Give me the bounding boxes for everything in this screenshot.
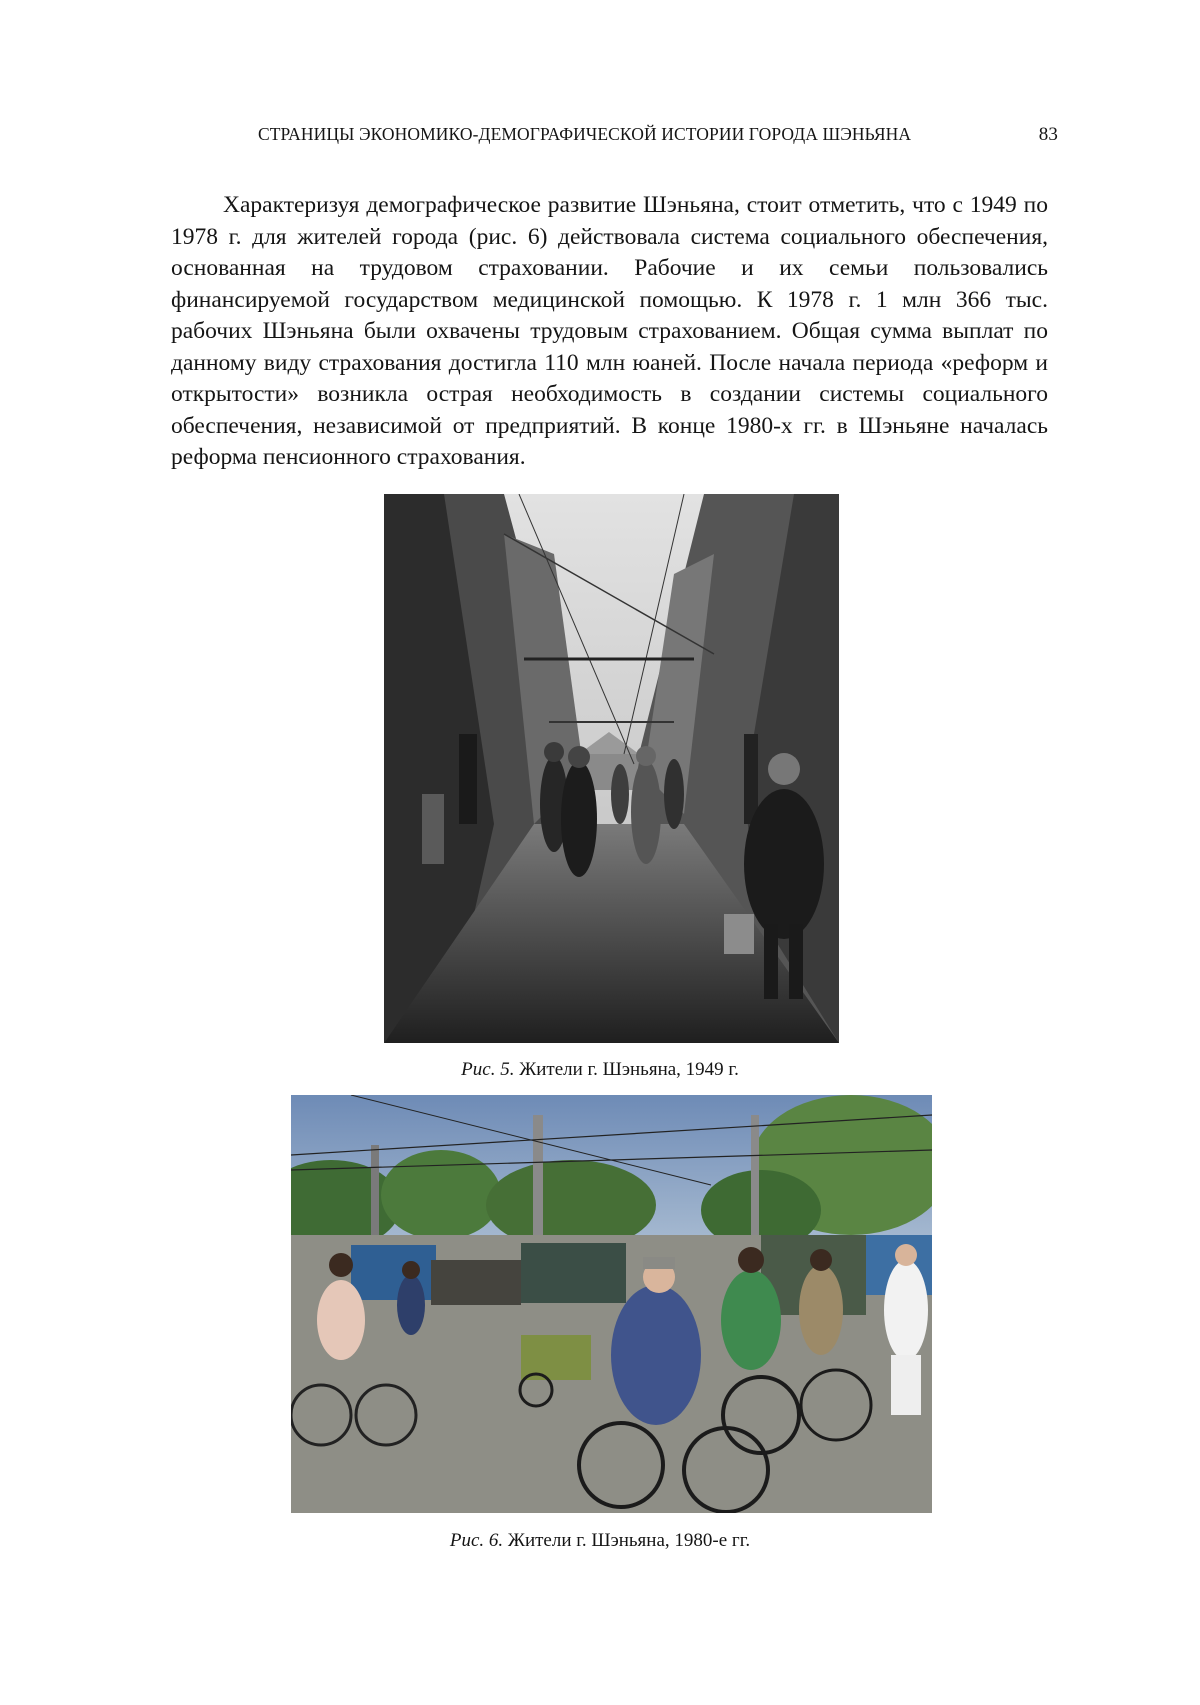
figure-5-label: Рис. 5.: [461, 1059, 515, 1080]
figure-6-photo: [291, 1095, 932, 1513]
figure-5-photo: [384, 494, 839, 1043]
figure-6-label: Рис. 6.: [449, 1530, 504, 1551]
figure-5-caption: [0, 1059, 1200, 1081]
page-number: 83: [1038, 124, 1058, 145]
cyclists-photo-image: [291, 1095, 932, 1513]
body-text: [171, 190, 1048, 474]
figure-6-caption: [0, 1530, 1200, 1552]
running-title: СТРАНИЦЫ ЭКОНОМИКО-ДЕМОГРАФИЧЕСКОЙ ИСТОРИИ ГОРОДА ШЭНЬЯНА: [258, 124, 912, 144]
paragraph: Характеризуя демографическое развитие Шэньяна, стоит отметить, что с 1949 по 1978 г. для жителей города (рис. 6) действовала система социального обеспечения, основанная на трудовом страховании. Рабочие и их семьи пользовались финансируемой государством медицинской помощью. К 1978 г. 1 млн 366 тыс. рабочих Шэньяна были охвачены трудовым страхованием. Общая сумма выплат по данному виду страхования достигла 110 млн юаней. После начала периода «реформ и открытости» возникла острая необходимость в создании системы социального обеспечения, независимой от предприятий. В конце 1980-х гг. в Шэньяне началась реформа пенсионного страхования.: [171, 192, 1048, 470]
alley-photo-image: [384, 494, 839, 1043]
figure-6-caption-text: Жители г. Шэньяна, 1980-е гг.: [507, 1530, 751, 1551]
figure-5-caption-text: Жители г. Шэньяна, 1949 г.: [519, 1059, 739, 1080]
running-header: [258, 124, 1058, 150]
